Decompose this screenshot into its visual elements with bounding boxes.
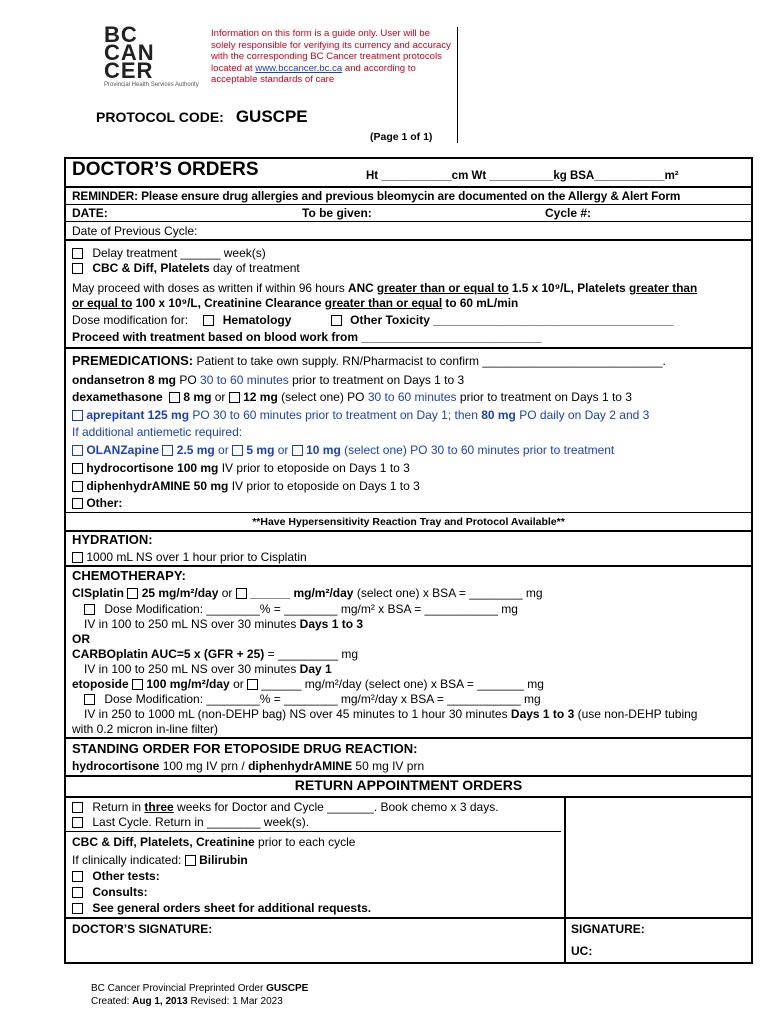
hydration-label: 1000 mL NS over 1 hour prior to Cisplatin (86, 550, 307, 564)
other-toxicity-checkbox[interactable] (331, 315, 342, 326)
etoposide-iv-row (84, 707, 697, 721)
cycle-field[interactable]: Cycle #: (545, 206, 592, 220)
aprepitant-80mg: 80 mg (481, 408, 516, 422)
cisplatin-25-checkbox[interactable] (127, 588, 138, 599)
aprepitant-rest: PO 30 to 60 minutes prior to treatment on Day 1; then (189, 408, 482, 422)
select-one: (select one) PO (277, 390, 368, 404)
olanzapine-label: OLANZapine (86, 443, 160, 457)
hydrocortisone-row (72, 461, 410, 475)
uc-label[interactable]: UC: (571, 944, 593, 958)
or: or (274, 443, 292, 457)
footer-created-date: Aug 1, 2013 (132, 996, 188, 1007)
standing-order-line (72, 759, 424, 773)
standing-order-heading: STANDING ORDER FOR ETOPOSIDE DRUG REACTION: (72, 741, 418, 756)
creatinine-value: to 60 mL/min (442, 296, 519, 310)
protocol-label: PROTOCOL CODE: (96, 109, 224, 125)
hydration-heading: HYDRATION: (72, 532, 153, 547)
cisplatin-custom-checkbox[interactable] (236, 588, 247, 599)
return-three: three (144, 800, 174, 814)
cisplatin-rest: (select one) x BSA = ________ mg (353, 586, 543, 600)
cbc-label: CBC & Diff, Platelets (92, 261, 210, 275)
standing-dose-2: 50 mg IV prn (352, 759, 425, 773)
olz-10mg: 10 mg (306, 443, 341, 457)
protocol-code-value: GUSCPE (235, 107, 308, 126)
return-row (72, 800, 499, 814)
etoposide-custom-checkbox[interactable] (247, 679, 258, 690)
or-label: OR (72, 632, 90, 646)
etoposide-100-checkbox[interactable] (132, 679, 143, 690)
proceed-line-2 (72, 296, 518, 310)
olanzapine-row (72, 443, 614, 457)
cisplatin-25: 25 mg/m²/day (141, 586, 219, 600)
carboplatin-label: CARBOplatin AUC=5 x (GFR + 25) (72, 647, 265, 661)
header-divider (457, 27, 458, 143)
footer-code: GUSCPE (266, 983, 309, 994)
etoposide-dose-mod-label: Dose Modification: ________% = ________ mg/m²/day x BSA = ___________ mg (104, 692, 541, 706)
disclaimer-part-1: Information on this form is a guide only. User will be solely responsible for verifying its currency and accuracy with the corresponding BC Cancer treatment protocols located at (211, 28, 451, 74)
dex-rest: prior to treatment on Days 1 to 3 (456, 390, 632, 404)
other-tests-label: Other tests: (92, 869, 160, 883)
footer-line-1 (91, 982, 308, 995)
cisplatin-iv: IV in 100 to 250 mL NS over 30 minutes (84, 617, 300, 631)
divider (66, 530, 751, 532)
carboplatin-day: Day 1 (299, 662, 332, 676)
return-text: Return in (92, 800, 145, 814)
doctors-signature-label[interactable]: DOCTOR’S SIGNATURE: (72, 922, 213, 936)
bilirubin-label: Bilirubin (199, 853, 248, 867)
hydration-row (72, 550, 307, 564)
logo-line-3: CER (104, 58, 154, 83)
aprepitant-label: aprepitant 125 mg (86, 408, 190, 422)
cbc-row (72, 261, 300, 275)
aprepitant-rest-2: PO daily on Day 2 and 3 (515, 408, 650, 422)
footer-revised: Revised: 1 Mar 2023 (187, 996, 283, 1007)
chemotherapy-heading: CHEMOTHERAPY: (72, 568, 186, 583)
olz-2-5mg: 2.5 mg (176, 443, 215, 457)
previous-cycle-field[interactable]: Date of Previous Cycle: (72, 224, 198, 238)
etoposide-filter: with 0.2 micron in-line filter) (72, 722, 219, 736)
footer-line-2 (91, 995, 308, 1008)
gte-label-2: greater than or equal (324, 296, 443, 310)
diphenhydramine-row (72, 479, 420, 493)
hydrocortisone-label: hydrocortisone 100 mg (86, 461, 219, 475)
bilirubin-row (72, 853, 248, 867)
or: or (214, 443, 233, 457)
timing: 30 to 60 minutes (367, 390, 457, 404)
olz-rest: (select one) PO 30 to 60 minutes prior to treatment (340, 443, 615, 457)
dexamethasone-label: dexamethasone (72, 390, 163, 404)
diphenhydramine-rest: IV prior to etoposide on Days 1 to 3 (228, 479, 420, 493)
cisplatin-custom: ______ mg/m²/day (250, 586, 354, 600)
olz-10mg-checkbox[interactable] (292, 445, 303, 456)
date-field[interactable]: DATE: (72, 206, 108, 220)
other-tests-row (72, 869, 160, 883)
etoposide-iv: IV in 250 to 1000 mL (non-DEHP bag) NS over 45 minutes to 1 hour 30 minutes (84, 707, 511, 721)
olz-5mg-checkbox[interactable] (232, 445, 243, 456)
delay-treatment-label: Delay treatment ______ week(s) (92, 246, 266, 260)
proceed-line-1 (72, 281, 697, 295)
delay-treatment-row (72, 246, 266, 260)
hematology-checkbox[interactable] (203, 315, 214, 326)
cisplatin-row (72, 586, 543, 600)
logo-subtitle: Provincial Health Services Authority (104, 82, 199, 88)
hematology-label: Hematology (222, 313, 292, 327)
page-indicator: (Page 1 of 1) (370, 131, 433, 143)
return-rest: weeks for Doctor and Cycle _______. Book chemo x 3 days. (173, 800, 499, 814)
hydrocortisone-checkbox[interactable] (72, 463, 83, 474)
dose-modification-row (72, 313, 674, 327)
to-be-given-field[interactable]: To be given: (302, 206, 372, 220)
cbc-checkbox[interactable] (72, 263, 83, 274)
carboplatin-iv: IV in 100 to 250 mL NS over 30 minutes (84, 662, 300, 676)
etoposide-dose-mod-row (84, 692, 541, 706)
hypersensitivity-note: **Have Hypersensitivity Reaction Tray and Protocol Available** (252, 516, 565, 528)
olz-5mg: 5 mg (246, 443, 275, 457)
dose-mod-label: Dose modification for: (72, 313, 189, 327)
other-toxicity-label: Other Toxicity ____________________________________ (350, 313, 674, 327)
standing-dose-1: 100 mg IV prn / (159, 759, 249, 773)
cbc-each-cycle-rest: prior to each cycle (254, 835, 356, 849)
disclaimer-part-2: and according to acceptable standards of care (211, 62, 416, 86)
last-cycle-label: Last Cycle. Return in ________ week(s). (92, 815, 310, 829)
footer-created-label: Created: (91, 996, 133, 1007)
etoposide-label: etoposide (72, 677, 129, 691)
etoposide-custom: ______ mg/m²/day (select one) x BSA = _______ mg (261, 677, 544, 691)
return-checkbox[interactable] (72, 802, 83, 813)
footer (91, 982, 308, 1008)
last-cycle-row (72, 815, 309, 829)
protocol-code (96, 107, 308, 127)
etoposide-dose-mod-checkbox[interactable] (84, 694, 95, 705)
carboplatin-iv-row (84, 662, 332, 676)
etoposide-row (72, 677, 544, 691)
cisplatin-dose-mod-checkbox[interactable] (84, 604, 95, 615)
proceed-text: May proceed with doses as written if within 96 hours (72, 281, 349, 295)
divider (66, 796, 751, 798)
timing: 30 to 60 minutes (200, 373, 289, 387)
if-clinically-indicated: If clinically indicated: (72, 853, 182, 867)
signature-label[interactable]: SIGNATURE: (571, 922, 645, 936)
aprepitant-checkbox[interactable] (72, 410, 83, 421)
ondansetron-row (72, 373, 464, 387)
last-cycle-checkbox[interactable] (72, 817, 83, 828)
divider (66, 347, 751, 349)
dex-12mg: 12 mg (243, 390, 278, 404)
hydrocortisone-rest: IV prior to etoposide on Days 1 to 3 (218, 461, 410, 475)
bccancer-link[interactable]: www.bccancer.bc.ca (255, 62, 343, 74)
form-title: DOCTOR’S ORDERS (72, 159, 259, 180)
proceed-blood-work[interactable]: Proceed with treatment based on blood work from ___________________________ (72, 330, 542, 344)
cbc-each-cycle-label: CBC & Diff, Platelets, Creatinine (72, 835, 255, 849)
olz-2-5mg-checkbox[interactable] (162, 445, 173, 456)
diphenhydramine-checkbox[interactable] (72, 481, 83, 492)
cbc-each-cycle-row (72, 835, 355, 849)
premedications-heading-row (72, 354, 666, 368)
olanzapine-checkbox[interactable] (72, 445, 83, 456)
see-general-label: See general orders sheet for additional requests. (92, 901, 372, 915)
other-tests-checkbox[interactable] (72, 871, 83, 882)
aprepitant-row (72, 408, 649, 422)
platelets-value: 100 x 10⁹/L, Creatinine Clearance (132, 296, 325, 310)
divider (66, 204, 751, 205)
gt-label: greater than (629, 281, 698, 295)
divider (66, 737, 751, 739)
divider (66, 831, 561, 832)
diphenhydramine-label: diphenhydrAMINE 50 mg (86, 479, 229, 493)
see-general-row (72, 901, 371, 915)
or: or (229, 677, 248, 691)
dex-12mg-checkbox[interactable] (229, 392, 240, 403)
hydration-checkbox[interactable] (72, 552, 83, 563)
divider (66, 917, 751, 919)
premedications-note: Patient to take own supply. RN/Pharmacist to confirm ___________________________. (193, 354, 666, 368)
return-appointment-heading: RETURN APPOINTMENT ORDERS (294, 777, 523, 793)
premed-other-checkbox[interactable] (72, 498, 83, 509)
consults-checkbox[interactable] (72, 887, 83, 898)
bc-cancer-logo (104, 22, 155, 83)
standing-diphenhydramine: diphenhydrAMINE (248, 759, 353, 773)
divider (66, 565, 751, 567)
if-additional-antiemetic: If additional antiemetic required: (72, 425, 243, 439)
ondansetron-label: ondansetron 8 mg (72, 373, 177, 387)
carboplatin-dose: = _________ mg (264, 647, 359, 661)
route: PO (176, 373, 201, 387)
cisplatin-dose-mod-label: Dose Modification: ________% = ________ mg/m² x BSA = ___________ mg (104, 602, 518, 616)
patient-measures[interactable]: Ht ___________cm Wt __________kg BSA___________m² (366, 170, 679, 182)
dex-8mg-checkbox[interactable] (169, 392, 180, 403)
reminder-text: REMINDER: Please ensure drug allergies and previous bleomycin are documented on the Allergy & Alert Form (72, 189, 681, 203)
anc-label: ANC (348, 281, 377, 295)
see-general-checkbox[interactable] (72, 903, 83, 914)
premedications-heading: PREMEDICATIONS: (72, 353, 194, 368)
ondansetron-rest: prior to treatment on Days 1 to 3 (288, 373, 465, 387)
cisplatin-iv-row (84, 617, 363, 631)
footer-org: BC Cancer Provincial Preprinted Order (91, 983, 267, 994)
anc-value: 1.5 x 10⁹/L, Platelets (508, 281, 630, 295)
consults-row (72, 885, 148, 899)
logo-line-1: BC (104, 22, 138, 47)
doctors-orders-form (64, 157, 753, 964)
carboplatin-row (72, 647, 358, 661)
cisplatin-dose-mod-row (84, 602, 518, 616)
etoposide-tubing: (use non-DEHP tubing (574, 707, 698, 721)
cbc-rest: day of treatment (209, 261, 300, 275)
cisplatin-days: Days 1 to 3 (299, 617, 364, 631)
standing-hydrocortisone: hydrocortisone (72, 759, 160, 773)
or: or (218, 586, 236, 600)
consults-label: Consults: (92, 885, 148, 899)
column-divider (564, 796, 566, 964)
delay-treatment-checkbox[interactable] (72, 248, 83, 259)
premed-other-label: Other: (86, 496, 123, 510)
dex-8mg: 8 mg (183, 390, 212, 404)
premed-other-row (72, 496, 122, 510)
disclaimer-text (211, 28, 451, 86)
etoposide-100: 100 mg/m²/day (146, 677, 230, 691)
divider (66, 221, 751, 222)
logo-line-2: CAN (104, 40, 155, 65)
divider (66, 186, 751, 188)
dexamethasone-row (72, 390, 632, 404)
etoposide-days: Days 1 to 3 (510, 707, 575, 721)
gte-label: greater than or equal to (376, 281, 509, 295)
cisplatin-label: CISplatin (72, 586, 125, 600)
bilirubin-checkbox[interactable] (185, 855, 196, 866)
or-equal-label: or equal to (72, 296, 133, 310)
divider (66, 512, 751, 513)
divider (66, 239, 751, 241)
or: or (211, 390, 229, 404)
